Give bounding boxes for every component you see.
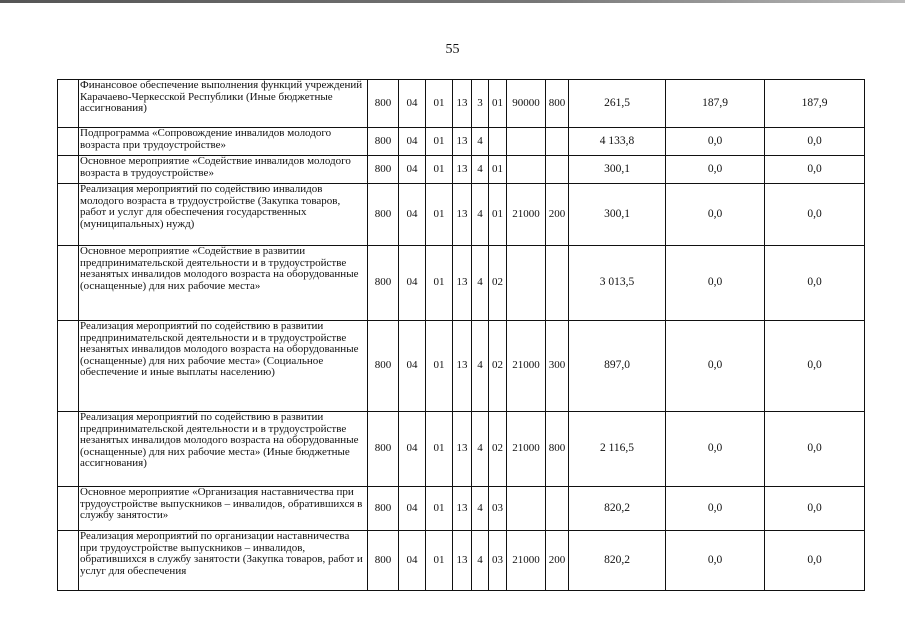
page-number: 55 [445,42,460,57]
amount-cell: 4 133,8 [569,128,666,156]
code-cell: 01 [426,246,453,321]
amount-cell: 820,2 [569,531,666,591]
code-cell: 21000 [507,412,546,487]
amount-cell: 300,1 [569,156,666,184]
code-cell [507,487,546,531]
row-name-cell: Подпрограмма «Сопровождение инвалидов молодого возраста при трудоустройстве» [79,128,368,156]
code-cell: 13 [453,531,472,591]
code-cell: 300 [546,321,569,412]
code-cell: 800 [368,184,399,246]
code-cell: 800 [546,412,569,487]
code-cell: 800 [368,531,399,591]
code-cell: 4 [472,246,489,321]
amount-cell: 3 013,5 [569,246,666,321]
code-cell: 04 [399,531,426,591]
amount-cell: 300,1 [569,184,666,246]
row-number-cell [58,80,79,128]
row-name-cell: Реализация мероприятий по содействию в развитии предпринимательской деятельности и в трудоустройстве незанятых инвалидов молодого возраста на оборудованные (оснащенные) для них рабочие места» (Иные бюджетные ассигнования) [79,412,368,487]
code-cell: 13 [453,487,472,531]
table-row [58,128,865,156]
row-name-cell: Реализация мероприятий по содействию инвалидов молодого возраста в трудоустройстве (Закупка товаров, работ и услуг для обеспечения государственных (муниципальных) нужд) [79,184,368,246]
code-cell: 13 [453,128,472,156]
code-cell: 01 [426,128,453,156]
table-row [58,184,865,246]
amount-cell: 0,0 [666,531,765,591]
budget-table-body [58,80,865,591]
row-number-cell [58,246,79,321]
row-name-cell: Реализация мероприятий по содействию в развитии предпринимательской деятельности и в трудоустройстве незанятых инвалидов молодого возраста на оборудованные (оснащенные) для них рабочие места» (Социальное обеспечение и иные выплаты населению) [79,321,368,412]
code-cell: 4 [472,412,489,487]
code-cell: 3 [472,80,489,128]
amount-cell: 2 116,5 [569,412,666,487]
code-cell: 01 [489,156,507,184]
code-cell: 04 [399,80,426,128]
code-cell: 200 [546,184,569,246]
amount-cell: 187,9 [765,80,865,128]
code-cell [546,128,569,156]
table-row [58,531,865,591]
code-cell: 800 [368,156,399,184]
amount-cell: 0,0 [666,487,765,531]
code-cell: 01 [426,184,453,246]
amount-cell: 0,0 [666,246,765,321]
code-cell: 01 [426,487,453,531]
row-number-cell [58,184,79,246]
code-cell: 800 [368,128,399,156]
code-cell: 21000 [507,184,546,246]
table-row [58,487,865,531]
code-cell: 02 [489,321,507,412]
code-cell [546,487,569,531]
row-name-cell: Основное мероприятие «Организация наставничества при трудоустройстве выпускников – инвалидов, обратившихся в службу занятости» [79,487,368,531]
code-cell: 01 [489,184,507,246]
code-cell: 01 [426,80,453,128]
code-cell: 21000 [507,321,546,412]
code-cell: 02 [489,412,507,487]
code-cell: 13 [453,184,472,246]
code-cell: 13 [453,156,472,184]
amount-cell: 0,0 [765,487,865,531]
table-row [58,80,865,128]
code-cell: 04 [399,128,426,156]
row-number-cell [58,156,79,184]
code-cell: 4 [472,184,489,246]
code-cell: 01 [426,321,453,412]
code-cell: 04 [399,156,426,184]
table-row [58,156,865,184]
amount-cell: 897,0 [569,321,666,412]
amount-cell: 0,0 [765,156,865,184]
code-cell [546,246,569,321]
table-row [58,246,865,321]
row-number-cell [58,531,79,591]
code-cell [546,156,569,184]
amount-cell: 0,0 [666,321,765,412]
code-cell: 800 [368,80,399,128]
code-cell: 03 [489,531,507,591]
amount-cell: 0,0 [666,184,765,246]
amount-cell: 0,0 [765,531,865,591]
amount-cell: 0,0 [765,321,865,412]
code-cell: 01 [426,531,453,591]
code-cell: 01 [426,412,453,487]
code-cell: 04 [399,321,426,412]
row-number-cell [58,412,79,487]
row-number-cell [58,321,79,412]
amount-cell: 0,0 [666,412,765,487]
amount-cell: 0,0 [765,128,865,156]
code-cell: 800 [368,487,399,531]
code-cell: 800 [368,321,399,412]
amount-cell: 0,0 [765,246,865,321]
code-cell: 04 [399,487,426,531]
row-name-cell: Основное мероприятие «Содействие в развитии предпринимательской деятельности и в трудоустройстве незанятых инвалидов молодого возраста на оборудованные (оснащенные) для них рабочие места» [79,246,368,321]
scan-edge-line [0,0,905,3]
table-row [58,412,865,487]
row-name-cell: Финансовое обеспечение выполнения функций учреждений Карачаево-Черкесской Республики (Иные бюджетные ассигнования) [79,80,368,128]
code-cell: 4 [472,156,489,184]
code-cell: 21000 [507,531,546,591]
code-cell: 800 [368,246,399,321]
code-cell: 13 [453,321,472,412]
code-cell: 800 [546,80,569,128]
code-cell: 01 [426,156,453,184]
code-cell: 04 [399,184,426,246]
budget-table [57,79,865,591]
code-cell [507,128,546,156]
code-cell: 800 [368,412,399,487]
row-name-cell: Реализация мероприятий по организации наставничества при трудоустройстве выпускников – инвалидов, обратившихся в службу занятости (Закупка товаров, работ и услуг для обеспечения [79,531,368,591]
amount-cell: 187,9 [666,80,765,128]
table-row [58,321,865,412]
amount-cell: 0,0 [666,128,765,156]
code-cell: 02 [489,246,507,321]
code-cell: 04 [399,412,426,487]
row-number-cell [58,128,79,156]
code-cell: 4 [472,487,489,531]
amount-cell: 0,0 [765,412,865,487]
amount-cell: 820,2 [569,487,666,531]
code-cell [507,246,546,321]
row-number-cell [58,487,79,531]
code-cell: 01 [489,80,507,128]
amount-cell: 261,5 [569,80,666,128]
code-cell: 13 [453,246,472,321]
code-cell: 4 [472,321,489,412]
code-cell: 90000 [507,80,546,128]
code-cell: 4 [472,128,489,156]
code-cell: 200 [546,531,569,591]
code-cell: 13 [453,412,472,487]
code-cell: 03 [489,487,507,531]
amount-cell: 0,0 [765,184,865,246]
code-cell [489,128,507,156]
code-cell: 04 [399,246,426,321]
code-cell [507,156,546,184]
code-cell: 13 [453,80,472,128]
code-cell: 4 [472,531,489,591]
amount-cell: 0,0 [666,156,765,184]
row-name-cell: Основное мероприятие «Содействие инвалидов молодого возраста в трудоустройстве» [79,156,368,184]
